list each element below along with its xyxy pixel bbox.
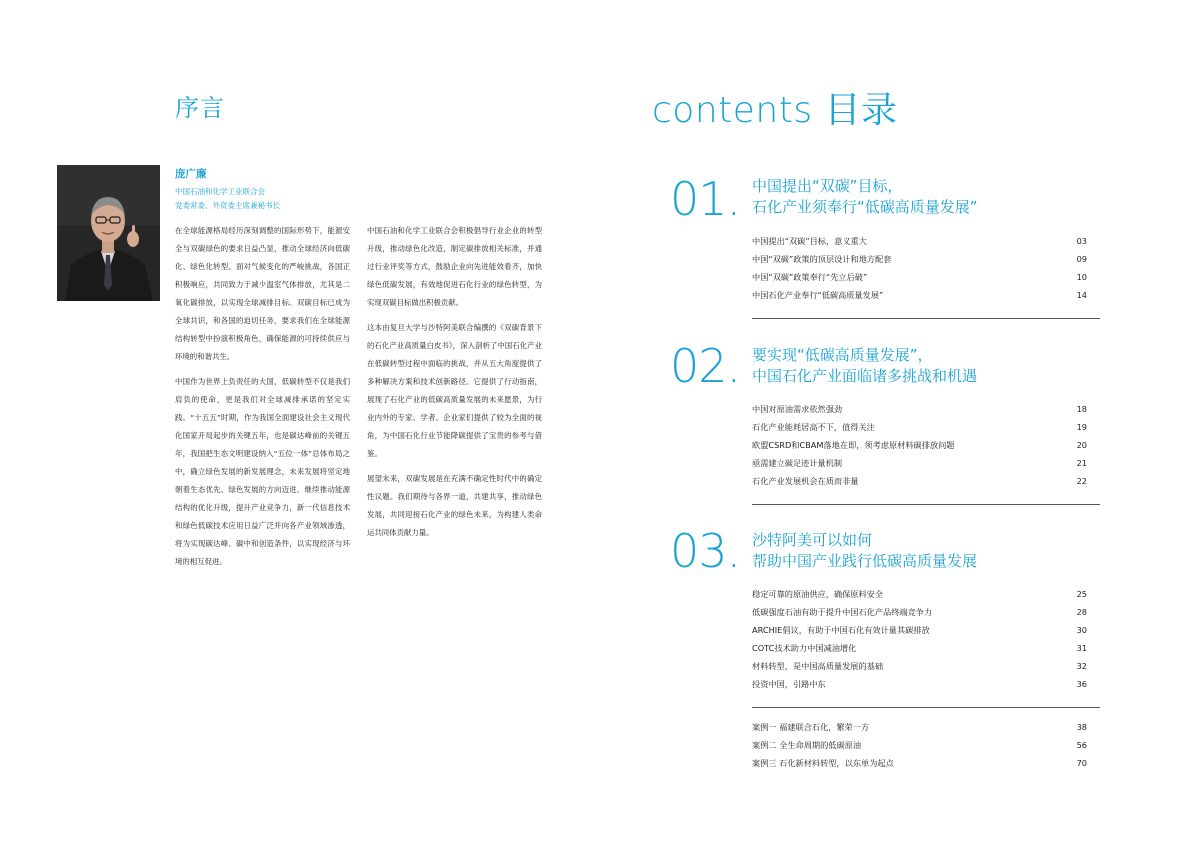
toc-entry-page: 30 — [1076, 625, 1087, 635]
toc-entry[interactable] — [752, 585, 1087, 603]
toc-entry[interactable] — [752, 454, 1087, 472]
toc-entry-page: 70 — [1076, 758, 1087, 768]
author-name: 庞广廉 — [175, 168, 207, 180]
preface-column-2 — [367, 222, 542, 549]
toc-entry-label: 欧盟CSRD和CBAM落地在即，须考虑原材料碳排放问题 — [752, 440, 955, 450]
toc-entry-page: 32 — [1076, 661, 1087, 671]
section-divider — [752, 707, 1100, 708]
toc-entry-page: 56 — [1076, 740, 1087, 750]
toc-entry[interactable] — [752, 268, 1087, 286]
section-number: 01. — [670, 172, 741, 226]
section-title[interactable] — [752, 345, 977, 387]
preface-column-1 — [175, 222, 350, 578]
preface-paragraph: 展望未来，双碳发展是在充满不确定性时代中的确定性议题。我们期待与各界一道，共建共享，推动绿色发展，共同迎接石化产业的绿色未来，为构建人类命运共同体贡献力量。 — [367, 474, 542, 537]
toc-entry-label: 中国“双碳”政策奉行“先立后破” — [752, 272, 868, 282]
preface-paragraph: 中国作为世界上负责任的大国，低碳转型不仅是我们肩负的使命，更是我们对全球减排承诺的坚定实践。“十五五”时期，作为我国全面建设社会主义现代化国家开局起步的关键五年，也是碳达峰前的关键五年，我国把生态文明建设纳入“五位一体”总体布局之中，确立绿色发展的新发展理念，未来发展将坚定地朝着生态优先、绿色发展的方向迈进。继续推动能源结构的优化升级，提升产业竞争力，新一代信息技术和绿色低碳技术应用日益广泛并向各产业领域渗透，将为实现碳达峰、碳中和创造条件，以实现经济与环境的相互促进。 — [175, 377, 350, 566]
section-title-line: 帮助中国产业践行低碳高质量发展 — [752, 552, 978, 570]
toc-entry[interactable] — [752, 418, 1087, 436]
section-title-line: 石化产业须奉行“低碳高质量发展” — [752, 198, 978, 216]
section-title[interactable] — [752, 530, 977, 572]
toc-entry-label: 石化产业能耗居高不下，值得关注 — [752, 422, 875, 432]
section-divider — [752, 504, 1100, 505]
case-items — [752, 718, 1087, 772]
toc-entry-page: 22 — [1076, 476, 1087, 486]
toc-entry[interactable] — [752, 472, 1087, 490]
toc-entry[interactable] — [752, 657, 1087, 675]
contents-title-word: contents — [652, 90, 813, 131]
contents-title — [652, 82, 898, 133]
toc-entry-label: 中国石化产业奉行“低碳高质量发展” — [752, 290, 884, 300]
toc-entry-label: ARCHIE倡议，有助于中国石化有效计量其碳排放 — [752, 625, 930, 635]
toc-entry-page: 03 — [1076, 236, 1087, 246]
toc-entry-page: 36 — [1076, 679, 1087, 689]
toc-entry-label: 材料转型，是中国高质量发展的基础 — [752, 661, 884, 671]
section-items — [752, 585, 1087, 693]
toc-entry-label: 投资中国，引路中东 — [752, 679, 826, 689]
toc-entry-page: 18 — [1076, 404, 1087, 414]
toc-entry-label: 中国“双碳”政策的顶层设计和地方配套 — [752, 254, 892, 264]
toc-entry-label: 案例一 福建联合石化，繁荣一方 — [752, 722, 870, 732]
toc-entry-page: 14 — [1076, 290, 1087, 300]
toc-entry-page: 20 — [1076, 440, 1087, 450]
toc-entry[interactable] — [752, 436, 1087, 454]
toc-case-entry[interactable] — [752, 754, 1087, 772]
toc-entry-page: 31 — [1076, 643, 1087, 653]
author-organization: 中国石油和化学工业联合会 — [175, 187, 265, 196]
section-number: 02. — [670, 339, 741, 393]
toc-entry-page: 28 — [1076, 607, 1087, 617]
section-divider — [752, 318, 1100, 319]
toc-entry-label: 中国提出“双碳”目标，意义重大 — [752, 236, 867, 246]
preface-paragraph: 在全球能源格局经历深刻调整的国际形势下，能源安全与双碳绿色的要求日益凸显，推动全球经济向低碳化、绿色化转型。面对气候变化的严峻挑战，各国正积极响应，共同致力于减少温室气体排放，尤其是二氧化碳排放，以实现全球减排目标。双碳目标已成为全球共识，和各国的迫切任务，要求我们在全球能源结构转型中扮演积极角色，确保能源的可持续供应与环境的和谐共生。 — [175, 226, 350, 361]
toc-entry-label: 低碳强度石油有助于提升中国石化产品终端竞争力 — [752, 607, 933, 617]
preface-paragraph: 这本由复旦大学与沙特阿美联合编撰的《双碳背景下的石化产业高质量白皮书》，深入剖析了中国石化产业在低碳转型过程中面临的挑战，并从五大角度提供了多种解决方案和技术创新路径。它提供了行动指南，展现了石化产业的低碳高质量发展的未来愿景，为行业内外的专家、学者、企业家们提供了较为全面的视角，为中国石化行业节能降碳提供了宝贵的参考与借鉴。 — [367, 323, 542, 458]
toc-entry-label: 石化产业发展机会在质而非量 — [752, 476, 859, 486]
toc-entry-label: 中国对原油需求依然强劲 — [752, 404, 843, 414]
toc-entry-label: 亟需建立碳足迹计量机制 — [752, 458, 843, 468]
author-role: 党委常委、外资委主席兼秘书长 — [175, 201, 280, 210]
toc-entry[interactable] — [752, 621, 1087, 639]
preface-paragraph: 中国石油和化学工业联合会积极倡导行业企业的转型升级，推动绿色化改造，制定碳排放相关标准，并通过行业评奖等方式，鼓励企业向先进能效看齐，加快绿色低碳发展，有效地促进石化行业的绿色转型，为实现双碳目标做出积极贡献。 — [367, 226, 542, 307]
toc-entry-page: 10 — [1076, 272, 1087, 282]
section-title-line: 沙特阿美可以如何 — [752, 531, 873, 549]
toc-entry-label: 案例二 全生命周期的低碳原油 — [752, 740, 862, 750]
section-items — [752, 400, 1087, 490]
section-items — [752, 232, 1087, 304]
toc-entry-page: 19 — [1076, 422, 1087, 432]
contents-title-cn: 目录 — [824, 90, 898, 131]
section-number: 03. — [670, 524, 741, 578]
toc-entry-label: 稳定可靠的原油供应，确保原料安全 — [752, 589, 884, 599]
toc-entry-label: 案例三 石化新材料转型，以东单为起点 — [752, 758, 894, 768]
toc-entry[interactable] — [752, 232, 1087, 250]
section-title[interactable] — [752, 176, 978, 218]
section-title-line: 要实现“低碳高质量发展”， — [752, 346, 933, 364]
toc-entry-page: 09 — [1076, 254, 1087, 264]
toc-entry[interactable] — [752, 250, 1087, 268]
section-title-line: 中国提出“双碳”目标， — [752, 177, 903, 195]
toc-case-entry[interactable] — [752, 736, 1087, 754]
author-photo — [57, 165, 160, 301]
toc-entry[interactable] — [752, 286, 1087, 304]
toc-entry-label: COTC技术助力中国减油增化 — [752, 643, 857, 653]
toc-entry[interactable] — [752, 639, 1087, 657]
toc-entry[interactable] — [752, 400, 1087, 418]
toc-entry[interactable] — [752, 603, 1087, 621]
toc-entry[interactable] — [752, 675, 1087, 693]
toc-case-entry[interactable] — [752, 718, 1087, 736]
toc-entry-page: 25 — [1076, 589, 1087, 599]
toc-entry-page: 38 — [1076, 722, 1087, 732]
toc-entry-page: 21 — [1076, 458, 1087, 468]
preface-title: 序言 — [175, 94, 225, 122]
section-title-line: 中国石化产业面临诸多挑战和机遇 — [752, 367, 978, 385]
